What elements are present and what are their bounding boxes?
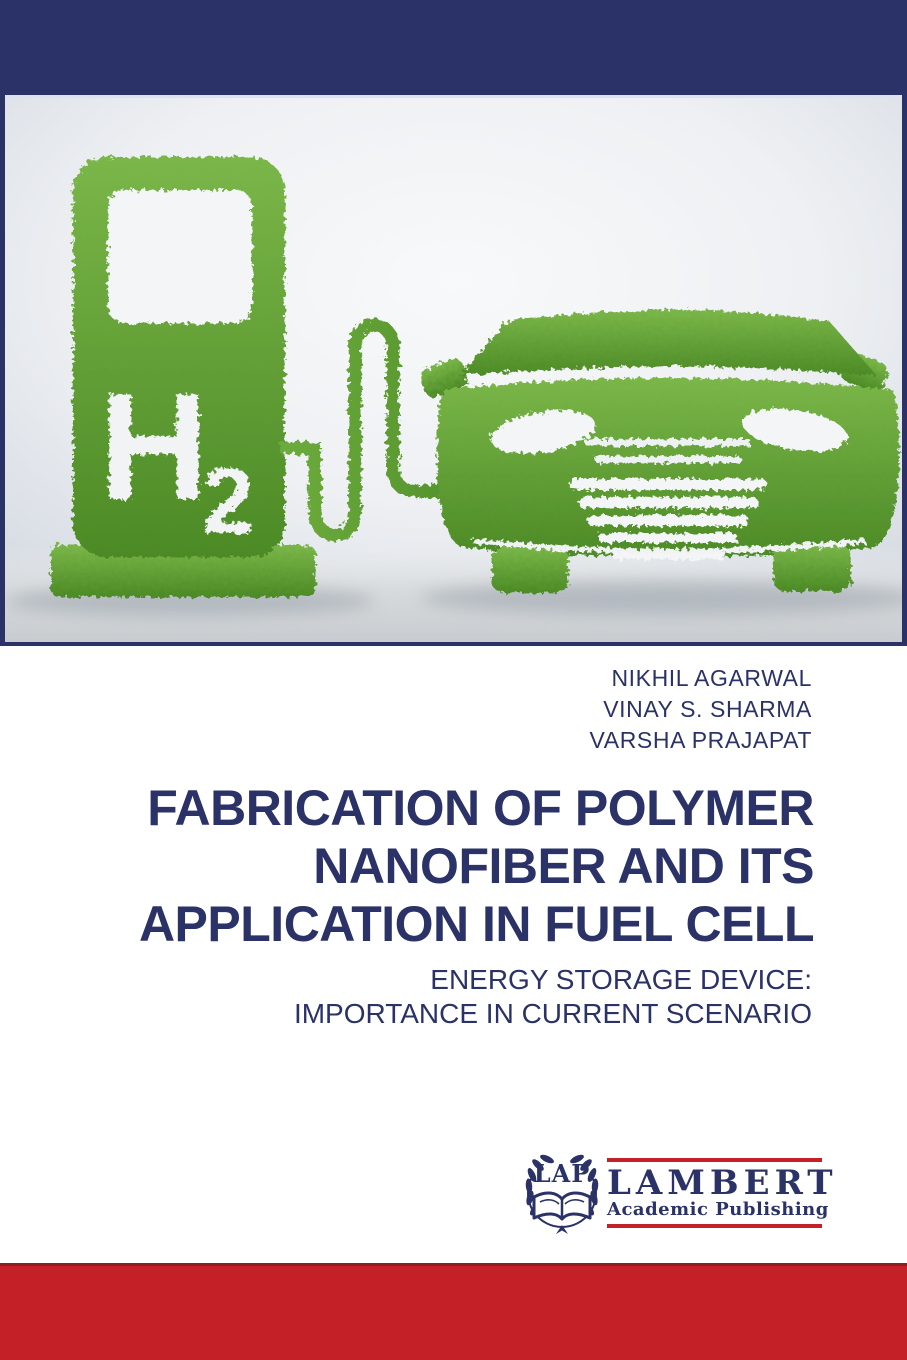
title-line: FABRICATION OF POLYMER [147, 780, 814, 836]
title-line: NANOFIBER AND ITS [313, 838, 814, 894]
car-left-wheel [492, 547, 568, 593]
car-right-wheel [773, 545, 851, 591]
book-subtitle [40, 963, 812, 1031]
publisher-logo [519, 1151, 838, 1235]
subtitle-line: ENERGY STORAGE DEVICE: [430, 964, 812, 995]
bottom-red-bar [0, 1263, 907, 1360]
subtitle-line: IMPORTANCE IN CURRENT SCENARIO [293, 998, 812, 1029]
publisher-emblem [519, 1151, 605, 1235]
car-body [437, 378, 899, 558]
top-navy-bar [0, 0, 907, 95]
publisher-name: LAMBERT [607, 1163, 838, 1203]
car-grille-bar-4 [599, 533, 737, 543]
publisher-wordmark [607, 1158, 838, 1228]
publisher-tagline: Academic Publishing [607, 1199, 829, 1220]
author-name: NIKHIL AGARWAL [611, 665, 812, 691]
logo-rule-bottom [607, 1224, 822, 1228]
pump-h2-label: H [99, 362, 209, 532]
eco-hydrogen-artwork [5, 95, 902, 642]
fuel-pump-illustration [51, 157, 315, 597]
car-grille-bar-1 [570, 479, 766, 490]
title-line: APPLICATION IN FUEL CELL [138, 896, 814, 952]
author-name: VINAY S. SHARMA [603, 696, 812, 722]
author-name: VARSHA PRAJAPAT [589, 727, 812, 753]
pump-screen [108, 190, 252, 323]
author-list [590, 663, 812, 756]
cover-photo-frame [0, 95, 907, 646]
open-book-icon [534, 1193, 590, 1219]
photo-top-highlight-line [5, 95, 902, 98]
cover-photo [5, 95, 902, 642]
car-roof [459, 310, 877, 376]
pump-h2-subscript: 2 [202, 448, 255, 553]
car-grille-slit-1 [585, 439, 751, 446]
car-grille-bar-3 [588, 515, 748, 526]
car-grille-bar-2 [579, 497, 757, 508]
book-title [40, 779, 814, 953]
car-grille-slit-2 [595, 456, 741, 463]
emblem-lap-text: LAP [533, 1159, 591, 1188]
